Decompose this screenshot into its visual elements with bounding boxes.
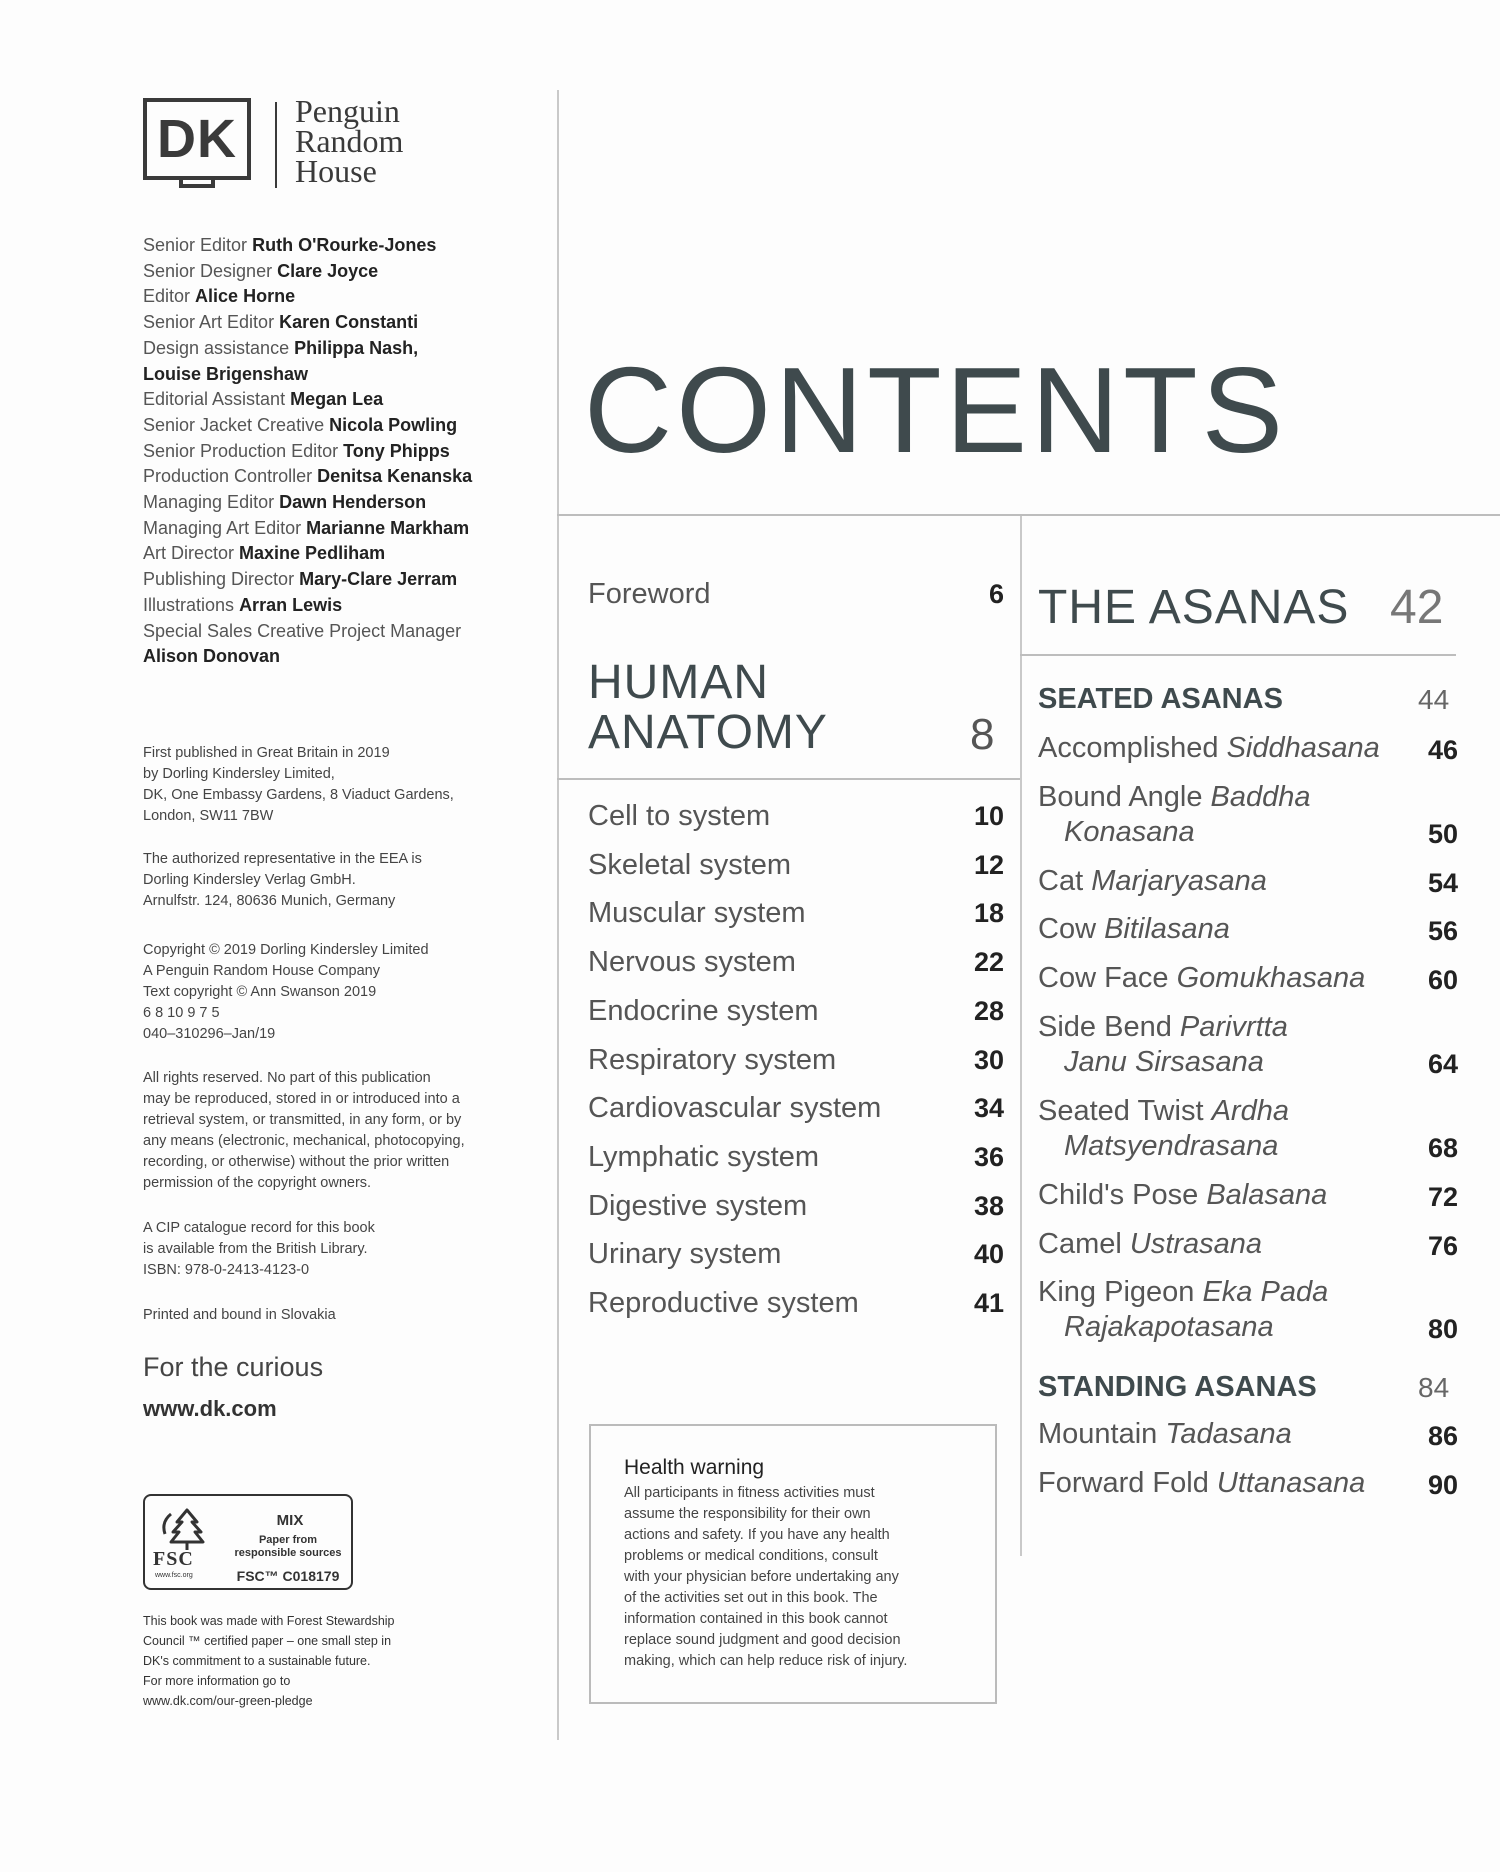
- toc-page: 76: [1427, 1230, 1458, 1261]
- text-line: replace sound judgment and good decision: [624, 1632, 901, 1648]
- toc-entry[interactable]: [1038, 731, 1458, 766]
- text-line: 6 8 10 9 7 5: [143, 1005, 220, 1021]
- asana-sanskrit: Balasana: [1206, 1178, 1328, 1211]
- fsc-badge: [143, 1494, 353, 1590]
- credit-name: Alison Donovan: [143, 646, 281, 667]
- text-line: London, SW11 7BW: [143, 808, 274, 824]
- subsection-page-seated: 44: [1418, 684, 1450, 715]
- credit-name: Marianne Markham: [306, 517, 470, 538]
- tagline: For the curious: [143, 1352, 324, 1382]
- asana-title: [1038, 780, 1458, 850]
- toc-page: 18: [973, 898, 1004, 929]
- credit-line: [143, 567, 543, 593]
- credit-role: Special Sales Creative Project Manager: [143, 620, 462, 641]
- prh-line: Random: [295, 123, 404, 159]
- toc-title: Foreword: [588, 578, 711, 610]
- toc-page: 34: [973, 1093, 1004, 1124]
- asana-english: Mountain: [1038, 1418, 1158, 1450]
- text-line: For more information go to: [143, 1674, 291, 1688]
- text-line: This book was made with Forest Stewardship: [143, 1614, 395, 1628]
- credit-name: Denitsa Kenanska: [317, 466, 473, 487]
- toc-entry[interactable]: [588, 1287, 1004, 1320]
- toc-title: Digestive system: [588, 1189, 808, 1222]
- asana-title: [1038, 912, 1458, 947]
- toc-title: Respiratory system: [588, 1043, 837, 1076]
- asana-title: [1038, 1178, 1458, 1213]
- asana-english: Accomplished: [1038, 732, 1219, 764]
- subsection-page-standing: 84: [1418, 1372, 1450, 1403]
- asana-title: [1038, 731, 1458, 766]
- asana-english: Cow Face: [1038, 962, 1169, 995]
- legal-published: [143, 743, 543, 827]
- toc-page: 54: [1427, 867, 1458, 898]
- asana-sanskrit: Gomukhasana: [1176, 962, 1366, 995]
- dk-logo-text: DK: [157, 109, 237, 169]
- toc-entry[interactable]: [588, 946, 1004, 979]
- toc-entry[interactable]: [588, 1092, 1004, 1125]
- toc-page: 38: [973, 1190, 1004, 1221]
- toc-page: 90: [1427, 1469, 1458, 1500]
- text-line: may be reproduced, stored in or introduced into a: [143, 1091, 460, 1107]
- toc-page: 80: [1427, 1314, 1458, 1345]
- asana-sanskrit: Baddha: [1210, 780, 1311, 813]
- toc-title: Reproductive system: [588, 1287, 859, 1319]
- credit-role: Art Director: [143, 543, 235, 564]
- text-line: A CIP catalogue record for this book: [143, 1220, 375, 1236]
- toc-title: Lymphatic system: [588, 1140, 819, 1173]
- subsection-heading-standing: STANDING ASANAS: [1038, 1371, 1317, 1403]
- penguin-random-house-logo: [295, 93, 404, 189]
- fsc-site: www.fsc.org: [155, 1572, 193, 1579]
- credit-name: Ruth O'Rourke-Jones: [252, 235, 437, 255]
- toc-title: Muscular system: [588, 897, 806, 930]
- asana-english: Bound Angle: [1038, 780, 1203, 813]
- toc-entry[interactable]: [588, 897, 1004, 930]
- asana-english: Child's Pose: [1038, 1178, 1199, 1211]
- toc-page: 64: [1427, 1048, 1458, 1079]
- toc-entry[interactable]: [1038, 1417, 1458, 1452]
- green-pledge: [143, 1611, 483, 1711]
- asana-sanskrit: Parivrtta: [1179, 1010, 1288, 1043]
- fsc-code: FSC™ C018179: [236, 1568, 340, 1584]
- credit-line: [143, 464, 543, 490]
- toc-page: 72: [1427, 1181, 1458, 1212]
- text-line: any means (electronic, mechanical, photocopying,: [143, 1133, 465, 1149]
- toc-page: 68: [1427, 1132, 1458, 1163]
- text-line: Copyright © 2019 Dorling Kindersley Limited: [143, 942, 429, 958]
- toc-entry[interactable]: [1038, 1227, 1458, 1262]
- credit-role: Senior Production Editor: [143, 440, 339, 461]
- toc-page: 12: [973, 849, 1004, 880]
- credit-line: [143, 516, 543, 542]
- asana-sanskrit: Marjaryasana: [1091, 864, 1267, 897]
- prh-line: House: [295, 153, 377, 189]
- asana-title: [1038, 864, 1458, 899]
- toc-foreword[interactable]: [588, 578, 1004, 611]
- toc-entry[interactable]: [1038, 1010, 1458, 1080]
- asana-sanskrit: Ustrasana: [1129, 1227, 1263, 1260]
- toc-title: Nervous system: [588, 946, 796, 979]
- asana-english: Cow: [1038, 913, 1097, 946]
- dk-logo: [143, 98, 251, 180]
- toc-entry[interactable]: [1038, 864, 1458, 899]
- toc-entry[interactable]: [588, 1044, 1004, 1077]
- text-line: making, which can help reduce risk of injury.: [624, 1653, 908, 1669]
- asana-title: [1038, 1010, 1458, 1080]
- credit-role: Editorial Assistant: [143, 389, 286, 410]
- toc-entry[interactable]: [588, 1141, 1004, 1174]
- text-line: The authorized representative in the EEA is: [143, 851, 422, 867]
- text-line: Arnulfstr. 124, 80636 Munich, Germany: [143, 893, 396, 909]
- credit-line: [143, 310, 543, 336]
- credit-line: [143, 336, 543, 362]
- credit-line: [143, 619, 543, 645]
- asana-english: Cat: [1038, 864, 1084, 897]
- page-title: CONTENTS: [584, 342, 1287, 478]
- credit-line: [143, 593, 543, 619]
- prh-line: Penguin: [295, 93, 400, 129]
- credit-line: [143, 541, 543, 567]
- contents-underline: [557, 514, 1500, 516]
- asana-english: Camel: [1038, 1227, 1122, 1260]
- toc-page: 22: [973, 947, 1004, 978]
- credit-role: Managing Art Editor: [143, 517, 302, 538]
- credit-name: Louise Brigenshaw: [143, 363, 309, 384]
- text-line: DK, One Embassy Gardens, 8 Viaduct Gardens,: [143, 787, 454, 803]
- toc-title: Urinary system: [588, 1238, 782, 1271]
- toc-entry[interactable]: [1038, 780, 1458, 850]
- toc-entry[interactable]: [1038, 1275, 1458, 1345]
- section-page-anatomy: 8: [970, 710, 995, 759]
- asanas-underline: [1020, 654, 1456, 656]
- subsection-heading-seated: SEATED ASANAS: [1038, 683, 1283, 715]
- credit-line: [143, 284, 543, 310]
- column-divider-left: [557, 90, 559, 1740]
- health-warning-body: [624, 1483, 974, 1672]
- section-page-asanas: 42: [1390, 581, 1444, 634]
- fsc-paper-line: Paper from: [258, 1534, 318, 1546]
- toc-page: 40: [973, 1239, 1004, 1270]
- asana-title: [1038, 961, 1458, 996]
- fsc-wordmark: FSC: [153, 1548, 194, 1570]
- asana-sanskrit: Tadasana: [1165, 1418, 1292, 1450]
- legal-representative: [143, 849, 543, 912]
- credit-name: Clare Joyce: [277, 260, 379, 281]
- asana-sanskrit-cont: Janu Sirsasana: [1064, 1045, 1264, 1078]
- text-line: problems or medical conditions, consult: [624, 1548, 878, 1564]
- credit-role: Senior Designer: [143, 260, 273, 281]
- text-line: DK's commitment to a sustainable future.: [143, 1654, 371, 1668]
- credit-role: Design assistance: [143, 337, 290, 358]
- toc-page: 41: [973, 1288, 1004, 1318]
- credit-name: Tony Phipps: [343, 440, 450, 461]
- legal-printed: Printed and bound in Slovakia: [143, 1307, 336, 1323]
- toc-page: 36: [973, 1141, 1004, 1172]
- legal-cip: [143, 1218, 543, 1281]
- toc-page: 86: [1427, 1421, 1458, 1451]
- toc-page: 6: [988, 579, 1004, 609]
- asana-sanskrit-cont: Konasana: [1064, 815, 1195, 848]
- text-line: recording, or otherwise) without the prior written: [143, 1154, 450, 1170]
- credit-line: [143, 233, 543, 259]
- asana-title: [1038, 1227, 1458, 1262]
- credit-line: [143, 362, 543, 388]
- toc-entry[interactable]: [588, 1238, 1004, 1271]
- toc-page: 46: [1427, 735, 1458, 765]
- credit-role: Production Controller: [143, 466, 313, 487]
- dk-logo-tab: [179, 178, 215, 188]
- text-line: Text copyright © Ann Swanson 2019: [143, 984, 377, 1000]
- toc-title: Skeletal system: [588, 848, 792, 881]
- text-line: A Penguin Random House Company: [143, 963, 380, 979]
- text-line: of the activities set out in this book. The: [624, 1590, 878, 1606]
- fsc-mix-label: MIX: [276, 1512, 304, 1529]
- website-link[interactable]: www.dk.com: [143, 1396, 277, 1421]
- credit-role: Publishing Director: [143, 569, 295, 590]
- toc-entry[interactable]: [1038, 1094, 1458, 1164]
- credit-name: Arran Lewis: [239, 594, 343, 615]
- asana-title: [1038, 1275, 1458, 1345]
- text-line: All participants in fitness activities must: [624, 1485, 875, 1501]
- toc-page: 56: [1427, 916, 1458, 947]
- credit-role: Senior Jacket Creative: [143, 414, 325, 435]
- asana-title: [1038, 1417, 1458, 1452]
- asana-sanskrit: Siddhasana: [1226, 732, 1380, 764]
- legal-rights: [143, 1068, 543, 1194]
- fsc-paper-line: responsible sources: [234, 1547, 342, 1559]
- credit-name: Karen Constanti: [279, 312, 419, 333]
- credit-name: Maxine Pedliham: [239, 543, 386, 564]
- credit-line: [143, 259, 543, 285]
- asana-sanskrit-cont: Rajakapotasana: [1064, 1311, 1274, 1344]
- asana-sanskrit: Ardha: [1211, 1094, 1289, 1127]
- toc-entry[interactable]: [1038, 1178, 1458, 1213]
- credit-role: Managing Editor: [143, 492, 275, 513]
- toc-entry[interactable]: [588, 995, 1004, 1028]
- text-line: with your physician before undertaking any: [624, 1569, 899, 1585]
- asana-english: Forward Fold: [1038, 1466, 1209, 1499]
- text-line: assume the responsibility for their own: [624, 1506, 871, 1522]
- credit-role: Senior Art Editor: [143, 312, 275, 333]
- credit-line: [143, 413, 543, 439]
- text-line: Dorling Kindersley Verlag GmbH.: [143, 872, 356, 888]
- asana-sanskrit: Eka Pada: [1202, 1276, 1329, 1309]
- credit-role: Illustrations: [143, 594, 235, 615]
- text-line: Council ™ certified paper – one small step in: [143, 1634, 392, 1648]
- credit-line: [143, 490, 543, 516]
- publisher-logo: [143, 93, 443, 198]
- toc-page: 60: [1427, 965, 1458, 996]
- asana-english: Side Bend: [1038, 1010, 1172, 1043]
- toc-entry[interactable]: [1038, 961, 1458, 996]
- credits-list: [143, 233, 543, 670]
- toc-title: Endocrine system: [588, 994, 819, 1027]
- section-heading-asanas: THE ASANAS: [1038, 581, 1350, 634]
- text-line: 040–310296–Jan/19: [143, 1026, 276, 1042]
- asana-title: [1038, 1094, 1458, 1164]
- logo-divider: [275, 102, 277, 188]
- asana-english: Seated Twist: [1038, 1094, 1204, 1127]
- health-warning-box: [589, 1424, 997, 1704]
- credit-name: Megan Lea: [290, 389, 384, 410]
- toc-page: 50: [1427, 818, 1458, 849]
- heading-line: HUMAN: [588, 656, 769, 709]
- toc-entry[interactable]: [588, 800, 1004, 833]
- text-line: is available from the British Library.: [143, 1241, 368, 1257]
- asana-title: [1038, 1466, 1458, 1501]
- toc-title: Cardiovascular system: [588, 1092, 882, 1125]
- credit-name: Alice Horne: [195, 286, 296, 307]
- credit-name: Nicola Powling: [329, 414, 458, 435]
- section-heading-anatomy: [588, 658, 828, 758]
- health-warning-title: Health warning: [624, 1456, 765, 1479]
- toc-page: 28: [973, 995, 1004, 1026]
- text-line: retrieval system, or transmitted, in any form, or by: [143, 1112, 462, 1128]
- asana-sanskrit-cont: Matsyendrasana: [1064, 1129, 1279, 1162]
- column-divider-right: [1020, 516, 1022, 1556]
- text-line: actions and safety. If you have any health: [624, 1527, 890, 1543]
- text-line: by Dorling Kindersley Limited,: [143, 766, 335, 782]
- credit-line: [143, 644, 543, 670]
- asana-english: King Pigeon: [1038, 1276, 1195, 1309]
- asana-sanskrit: Bitilasana: [1104, 913, 1230, 946]
- credit-role: Editor: [143, 286, 191, 307]
- credit-name: Mary-Clare Jerram: [299, 569, 458, 590]
- fsc-tree-icon: [157, 1504, 217, 1550]
- legal-copyright: [143, 940, 543, 1045]
- fsc-paper-label: [227, 1534, 349, 1560]
- credit-line: [143, 439, 543, 465]
- toc-title: Cell to system: [588, 800, 771, 832]
- anatomy-underline: [557, 778, 1020, 780]
- heading-line: ANATOMY: [588, 706, 828, 759]
- text-line: First published in Great Britain in 2019: [143, 745, 390, 761]
- toc-page: 30: [973, 1044, 1004, 1075]
- toc-entry[interactable]: [588, 1190, 1004, 1223]
- credit-name: Dawn Henderson: [279, 492, 427, 513]
- text-line: All rights reserved. No part of this publication: [143, 1070, 431, 1086]
- credit-role: Senior Editor: [143, 235, 248, 255]
- text-line: information contained in this book cannot: [624, 1611, 888, 1627]
- text-line: ISBN: 978-0-2413-4123-0: [143, 1262, 310, 1278]
- toc-entry[interactable]: [1038, 1466, 1458, 1501]
- credit-line: [143, 387, 543, 413]
- text-line: www.dk.com/our-green-pledge: [143, 1694, 313, 1708]
- asana-sanskrit: Uttanasana: [1216, 1466, 1366, 1499]
- credit-name: Philippa Nash,: [294, 337, 419, 358]
- toc-page: 10: [973, 801, 1004, 831]
- toc-entry[interactable]: [1038, 912, 1458, 947]
- text-line: permission of the copyright owners.: [143, 1175, 372, 1191]
- toc-entry[interactable]: [588, 849, 1004, 882]
